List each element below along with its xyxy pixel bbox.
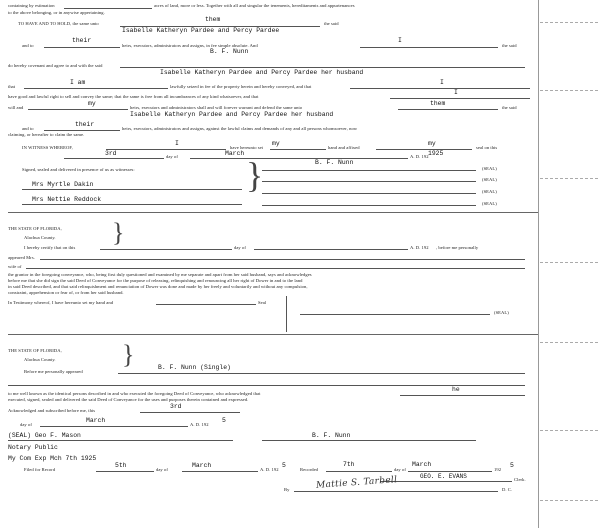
tenements-label: acres of land, more or less. Together with all and singular the tenements, hereditaments and appurtenances [154, 3, 355, 8]
ack1-appeared: appeared Mrs. [8, 255, 35, 260]
ack1-seal-word: Seal [258, 300, 267, 305]
ack1-testimony-blank [156, 304, 256, 305]
ack1-ad: A. D. 192 [410, 245, 429, 250]
ack2-notary-public: Notary Public [8, 444, 58, 451]
the-said2-label: the said [502, 105, 517, 110]
sig-line-3 [262, 193, 476, 194]
heirs-assigns-label: heirs, executors, administrators and assigns, against the lawful claims and demands of any and all persons whomsoever, now [122, 126, 358, 131]
ack2-notary-line [8, 440, 233, 441]
have-right-label: have good and lawful right to sell and convey the same; that the same is free from all incumbrances of any kind whatsoever, and that [8, 94, 259, 99]
recorded-day-of: day of [394, 467, 406, 472]
filed-year-value: 5 [282, 462, 286, 469]
ack1-state: THE STATE OF FLORIDA, [8, 226, 62, 231]
witness-i-value: I [175, 140, 179, 147]
ack2-day-blank [140, 412, 240, 413]
seal-4: (SEAL) [482, 201, 497, 206]
recorded-month-blank [408, 471, 492, 472]
witness-month-blank [190, 158, 408, 159]
ack2-he-blank [400, 395, 525, 396]
ack1-day-blank [100, 249, 232, 250]
dc-label: D. C. [502, 487, 513, 492]
sig-line-1 [262, 170, 476, 171]
deputy-clerk-signature: Mattie S. Tarbell [315, 475, 398, 491]
filed-label: Filed for Record [24, 467, 56, 472]
seal-2: (SEAL) [482, 177, 497, 182]
and-to2-label: and to [22, 126, 34, 131]
filed-month-value: March [192, 462, 212, 469]
ack1-sig-line [300, 314, 490, 315]
sig-line-2 [262, 181, 476, 182]
ack2-extra-blank [8, 385, 525, 386]
covenant-blank [120, 67, 525, 68]
grantees-husband-value: Isabelle Katheryn Pardee and Percy Pardee her husband [160, 69, 364, 76]
witness-day-blank [64, 158, 164, 159]
ack1-body-4: constraint, apprehension or fear of, or from her said husband. [8, 290, 124, 295]
ack1-brace: } [112, 218, 125, 247]
recorded-month-value: March [412, 461, 432, 468]
ack2-grantor-sig: B. F. Nunn [312, 432, 351, 439]
grantees-husband2-value: Isabelle Katheryn Pardee and Percy Pardee her husband [130, 111, 334, 118]
filed-day-of: day of [156, 467, 168, 472]
ack1-month-blank [254, 249, 408, 250]
filed-day-value: 5th [115, 462, 127, 469]
clerk-name: GEO. E. EVANS [420, 473, 467, 480]
ack2-county: Alachua County. [24, 357, 56, 362]
witness-2-line [22, 204, 242, 205]
ack2-brace: } [122, 340, 135, 369]
estimation-label: containing by estimation [8, 3, 55, 8]
margin-dash [540, 178, 598, 179]
seal-1: (SEAL) [482, 166, 497, 171]
ack1-seal-bar [286, 296, 287, 332]
filed-day-blank [96, 471, 154, 472]
witness-1-line [22, 189, 242, 190]
i2-blank [350, 88, 530, 89]
witness-my2-blank [376, 149, 472, 150]
ack1-certify: I hereby certify that on this [24, 245, 76, 250]
claiming-label: claiming, or hereafter to claim the same. [8, 132, 85, 137]
witness-my-value: my [272, 140, 280, 147]
seal-3: (SEAL) [482, 189, 497, 194]
i-value: I [398, 37, 402, 44]
section-rule-2 [8, 334, 538, 335]
witness-my-blank [270, 149, 326, 150]
ack1-body-3: in said Deed described, and that said relinquishment and renunciation of Dower was done and made by her freely and voluntarily and without any compulsion, [8, 284, 308, 289]
witness-day-value: 3rd [105, 150, 117, 157]
margin-dash [540, 500, 598, 501]
i-am-blank [24, 88, 168, 89]
their-value: their [72, 37, 92, 44]
the-said-label: the said [324, 21, 339, 26]
ack1-county: Alachua County. [24, 235, 56, 240]
their-blank [44, 47, 120, 48]
ack2-known-1: to me well known as the identical persons described in and who executed the foregoing Deed of Conveyance, who acknowledged that [8, 391, 261, 396]
sig-line-4 [262, 205, 476, 206]
margin-dash [540, 90, 598, 91]
recorded-label: Recorded [300, 467, 319, 472]
witness-i-blank [106, 149, 226, 150]
margin-dash [540, 430, 598, 431]
grantor-value: B. F. Nunn [210, 48, 249, 55]
ack2-ad: A. D. 192 [190, 422, 209, 427]
ack1-wife-blank [26, 268, 525, 269]
grantor-signature: B. F. Nunn [315, 159, 354, 166]
ack2-day-of: day of [20, 422, 32, 427]
seal-on-this-label: seal on this [476, 145, 498, 150]
that-label: that [8, 84, 16, 89]
margin-dash [540, 22, 598, 23]
them2-blank [398, 109, 498, 110]
covenant-label: do hereby covenant and agree to and with the said [8, 63, 103, 68]
ack1-body-2: before me that she did sign the said Deed of Conveyance for the purpose of releasing, relinquishing and renouncing all her right of Dower in and to the land [8, 278, 303, 283]
witness-day-of-label: day of [166, 154, 178, 159]
ack2-commission: My Com Exp Mch 7th 1925 [8, 455, 97, 462]
ack1-before: , before me personally [436, 245, 479, 250]
deputy-line [294, 491, 498, 492]
ack1-appeared-blank [40, 259, 525, 260]
ack2-month-value: March [86, 417, 106, 424]
my-value: my [88, 100, 96, 107]
ack2-notary-seal: (SEAL) Geo F. Mason [8, 432, 81, 439]
recorded-day-value: 7th [343, 461, 355, 468]
ack1-wife-of: wife of [8, 264, 22, 269]
by-label: By [284, 487, 290, 492]
recorded-ad: 192 [494, 467, 502, 472]
ack2-subscribed: Acknowledged and subscribed before me, this [8, 408, 96, 413]
witness-1-name: Mrs Myrtle Dakin [32, 181, 94, 188]
estimation-blank [64, 8, 152, 9]
in-witness-label: IN WITNESS WHEREOF, [22, 145, 73, 150]
them2-value: them [430, 100, 446, 107]
appertaining-label: to the above belonging, or in anywise appertaining. [8, 10, 105, 15]
ack1-testimony: In Testimony whereof, I have hereunto set my hand and [8, 300, 114, 305]
section-rule-1 [8, 212, 538, 213]
filed-ad: A. D. 192 [260, 467, 279, 472]
margin-dash [540, 262, 598, 263]
ack2-state: THE STATE OF FLORIDA, [8, 348, 62, 353]
witness-month-value: March [225, 150, 245, 157]
ack2-before: Before me personally appeared [24, 369, 83, 374]
margin-dash [540, 342, 598, 343]
ack2-grantor-line [262, 440, 476, 441]
witness-brace: } [246, 155, 264, 195]
ack2-he: he [452, 386, 460, 393]
ack2-name: B. F. Nunn (Single) [158, 364, 231, 371]
witness-my2-value: my [428, 140, 436, 147]
witness-ad-label: A. D. 192 [410, 154, 429, 159]
the-said-end-label: the said [502, 43, 517, 48]
witness-2-name: Mrs Nettie Reddock [32, 196, 102, 203]
signed-sealed-label: Signed, sealed and delivered in presence of us as witnesses: [22, 167, 135, 172]
filed-month-blank [182, 471, 258, 472]
ack1-body-1: the grantor in the foregoing conveyance, who, being first duly questioned and examined by me separate and apart from her said husband, says and acknowledges [8, 272, 312, 277]
ack2-year-value: 5 [222, 417, 226, 424]
page-margin-rule [538, 0, 539, 528]
grantees-value: Isabelle Katheryn Pardee and Percy Pardee [122, 27, 280, 34]
ack2-name-blank [118, 373, 525, 374]
to-have-hold-label: TO HAVE AND TO HOLD, the same unto [18, 21, 99, 26]
i2-value: I [440, 79, 444, 86]
ack2-day-value: 3rd [170, 403, 182, 410]
hand-affixed-label: hand and affixed [328, 145, 360, 150]
ack1-day-of: day of [234, 245, 246, 250]
witness-year-value: 1925 [428, 150, 444, 157]
clerk-line [380, 481, 512, 482]
ack1-seal: (SEAL) [494, 310, 509, 315]
clerk-label: Clerk. [514, 477, 526, 482]
ack2-known-2: executed, signed, sealed and delivered the said Deed of Conveyance for the uses and purposes therein contained and expressed. [8, 397, 249, 402]
will-and-label: will and [8, 105, 24, 110]
seized-label: lawfully seized in fee of the property herein and hereby conveyed, and that [170, 84, 312, 89]
heirs-exec-label: heirs, executors and administrators shall and will forever warrant and defend the same unto [130, 105, 303, 110]
i3-value: I [454, 89, 458, 96]
recorded-year-value: 5 [510, 462, 514, 469]
my-blank [28, 109, 128, 110]
have-set-label: have hereunto set [230, 145, 263, 150]
recorded-day-blank [326, 471, 392, 472]
i-am-value: I am [70, 79, 86, 86]
ack2-month-blank [40, 426, 188, 427]
heirs-label: heirs, executors, administrators and assigns, in fee simple absolute. And [122, 43, 258, 48]
i3-blank [390, 98, 530, 99]
and-to-label: and to [22, 43, 34, 48]
their2-value: their [75, 121, 95, 128]
them-value: them [205, 16, 221, 23]
grantor-blank [360, 47, 498, 48]
their2-blank [44, 130, 120, 131]
